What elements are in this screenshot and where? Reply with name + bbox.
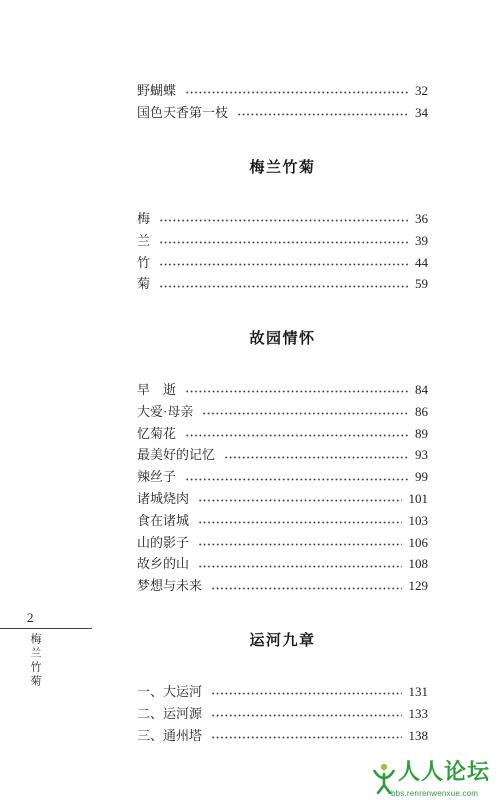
- entry-page-number: 89: [415, 425, 428, 441]
- entry-page-number: 32: [415, 83, 428, 98]
- dot-leader: [159, 241, 408, 244]
- entry-page-number: 36: [415, 211, 428, 226]
- entry-page-number: 106: [408, 534, 428, 550]
- dot-leader: [202, 412, 408, 415]
- dot-leader: [237, 113, 408, 116]
- entry-title: 梅: [137, 211, 151, 226]
- toc-entry: [137, 488, 428, 510]
- toc-entry: [137, 80, 428, 102]
- margin-rule: [0, 628, 92, 629]
- entry-title: 忆菊花: [137, 425, 177, 441]
- toc-entry: [137, 703, 428, 725]
- watermark-logo-text: 人人论坛: [398, 760, 491, 785]
- entry-page-number: 133: [408, 705, 428, 721]
- toc-entry: [137, 725, 428, 747]
- toc-entry: [137, 102, 428, 124]
- dot-leader: [211, 587, 401, 590]
- entry-title: 早 逝: [137, 382, 177, 397]
- toc-entry: [137, 230, 428, 252]
- toc-entry: [137, 379, 428, 401]
- entry-title: 最美好的记忆: [137, 447, 216, 463]
- entry-group: [137, 208, 428, 295]
- entry-page-number: 138: [408, 727, 428, 743]
- dot-leader: [185, 434, 408, 437]
- page-number: 2: [27, 610, 34, 625]
- toc-entry: [137, 466, 428, 488]
- entry-title: 山的影子: [137, 534, 190, 550]
- dot-leader: [185, 478, 408, 481]
- entry-title: 辣丝子: [137, 469, 177, 485]
- dot-leader: [198, 543, 401, 546]
- dot-leader: [159, 219, 408, 222]
- toc-entry: [137, 401, 428, 423]
- entry-title: 诸城烧肉: [137, 490, 190, 506]
- running-title: 梅兰竹菊: [29, 633, 41, 689]
- entry-page-number: 108: [408, 556, 428, 572]
- entry-page-number: 99: [415, 469, 428, 485]
- dot-leader: [198, 521, 401, 524]
- entry-title: 故乡的山: [137, 556, 190, 572]
- entry-title: 食在诸城: [137, 512, 190, 528]
- entry-group: [137, 379, 428, 597]
- toc-entry: [137, 273, 428, 295]
- entry-page-number: 129: [408, 578, 428, 594]
- dot-leader: [211, 714, 401, 717]
- entry-page-number: 101: [408, 490, 428, 506]
- entry-page-number: 59: [415, 276, 428, 292]
- dot-leader: [198, 565, 401, 568]
- dot-leader: [159, 285, 408, 288]
- toc-entry: [137, 532, 428, 554]
- entry-page-number: 93: [415, 447, 428, 463]
- dot-leader: [185, 390, 408, 393]
- entry-group: [137, 681, 428, 746]
- entry-title: 竹: [137, 254, 151, 270]
- entry-page-number: 131: [408, 684, 428, 699]
- dot-leader: [224, 456, 408, 459]
- entry-page-number: 84: [415, 382, 428, 397]
- entry-page-number: 86: [415, 403, 428, 419]
- entry-title: 野蝴蝶: [137, 83, 177, 98]
- entry-group-continued: [137, 80, 428, 124]
- entry-page-number: 103: [408, 512, 428, 528]
- toc-entry: [137, 681, 428, 703]
- entry-title: 兰: [137, 232, 151, 248]
- dot-leader: [185, 91, 408, 94]
- dot-leader: [159, 263, 408, 266]
- toc-entry: [137, 553, 428, 575]
- toc-entry: [137, 252, 428, 274]
- entry-page-number: 39: [415, 232, 428, 248]
- section-heading: 梅兰竹菊: [249, 160, 316, 176]
- entry-title: 三、通州塔: [137, 727, 203, 743]
- toc-entry: [137, 444, 428, 466]
- entry-title: 一、大运河: [137, 684, 203, 699]
- entry-title: 菊: [137, 276, 151, 292]
- section-heading: 故园情怀: [249, 331, 316, 347]
- watermark-site-url: bbs.renrenwenxue.com: [391, 789, 479, 798]
- entry-title: 梦想与未来: [137, 578, 203, 594]
- dot-leader: [211, 736, 401, 739]
- toc-entry: [137, 510, 428, 532]
- dot-leader: [211, 692, 401, 695]
- entry-title: 大爱·母亲: [137, 403, 194, 419]
- toc-entry: [137, 423, 428, 445]
- toc-entry: [137, 575, 428, 597]
- section-heading: 运河九章: [249, 633, 316, 649]
- entry-page-number: 34: [415, 104, 428, 120]
- entry-title: 二、运河源: [137, 705, 203, 721]
- entry-title: 国色天香第一枝: [137, 104, 229, 120]
- dot-leader: [198, 499, 401, 502]
- toc-entry: [137, 208, 428, 230]
- entry-page-number: 44: [415, 254, 428, 270]
